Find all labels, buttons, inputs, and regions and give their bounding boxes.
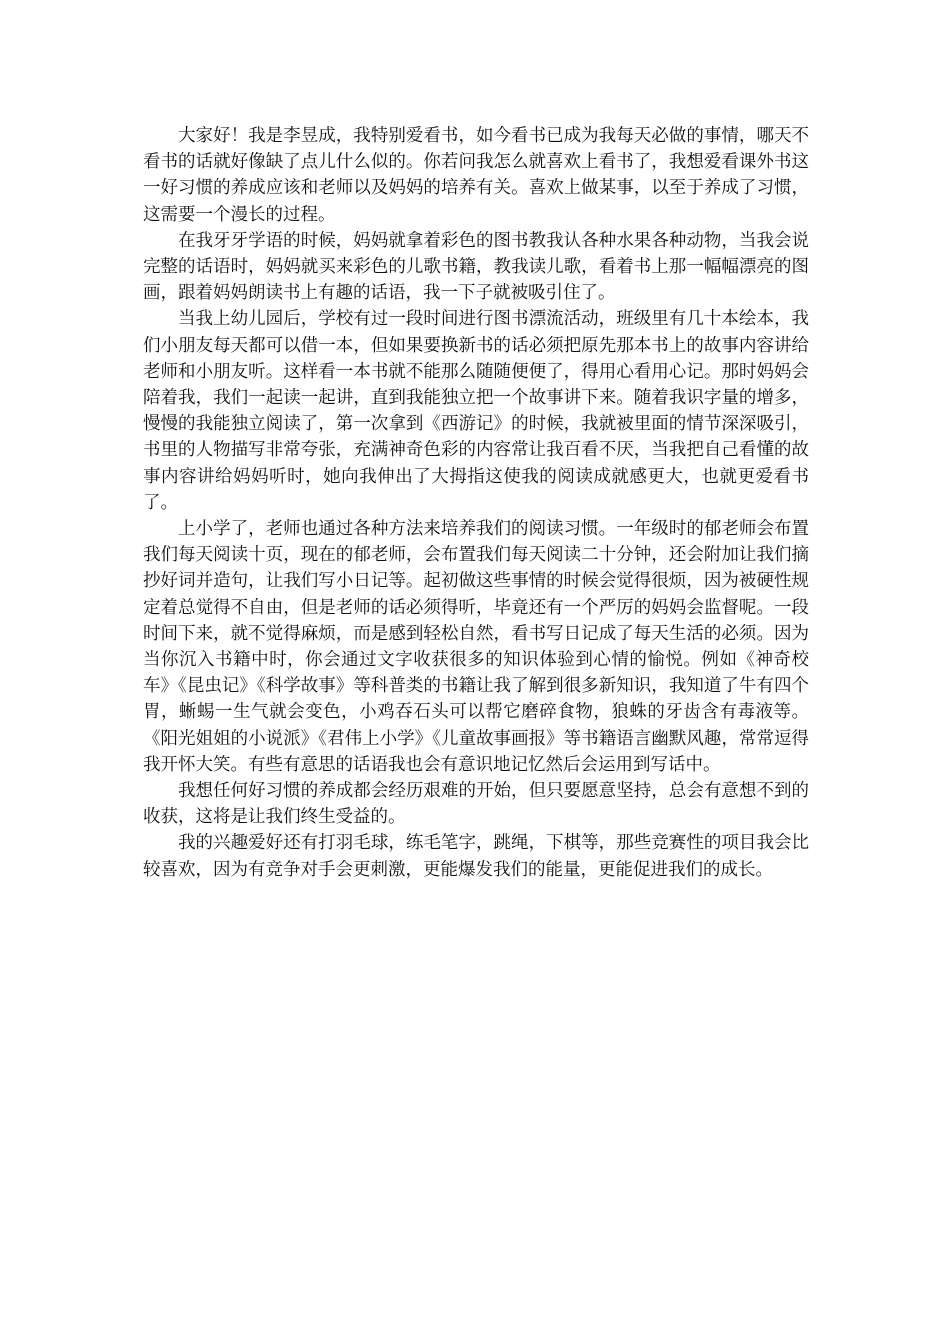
document-body bbox=[143, 123, 809, 883]
paragraph-2: 在我牙牙学语的时候，妈妈就拿着彩色的图书教我认各种水果各种动物，当我会说完整的话语时，妈妈就买来彩色的儿歌书籍，教我读儿歌，看着书上那一幅幅漂亮的图画，跟着妈妈朗读书上有趣的话语，我一下子就被吸引住了。 bbox=[143, 230, 809, 304]
paragraph-5: 我想任何好习惯的养成都会经历艰难的开始，但只要愿意坚持，总会有意想不到的收获，这将是让我们终生受益的。 bbox=[143, 781, 809, 828]
paragraph-3: 当我上幼儿园后，学校有过一段时间进行图书漂流活动，班级里有几十本绘本，我们小朋友每天都可以借一本，但如果要换新书的话必须把原先那本书上的故事内容讲给老师和小朋友听。这样看一本书就不能那么随随便便了，得用心看用心记。那时妈妈会陪着我，我们一起读一起讲，直到我能独立把一个故事讲下来。随着我识字量的增多，慢慢的我能独立阅读了，第一次拿到《西游记》的时候，我就被里面的情节深深吸引，书里的人物描写非常夸张，充满神奇色彩的内容常让我百看不厌，当我把自己看懂的故事内容讲给妈妈听时，她向我伸出了大拇指这使我的阅读成就感更大，也就更爱看书了。 bbox=[143, 309, 809, 513]
paragraph-6: 我的兴趣爱好还有打羽毛球，练毛笔字，跳绳，下棋等，那些竞赛性的项目我会比较喜欢，因为有竞争对手会更刺激，更能爆发我们的能量，更能促进我们的成长。 bbox=[143, 833, 809, 880]
paragraph-1: 大家好！我是李昱成，我特别爱看书，如今看书已成为我每天必做的事情，哪天不看书的话就好像缺了点儿什么似的。你若问我怎么就喜欢上看书了，我想爱看课外书这一好习惯的养成应该和老师以及妈妈的培养有关。喜欢上做某事，以至于养成了习惯，这需要一个漫长的过程。 bbox=[143, 126, 809, 225]
paragraph-4: 上小学了，老师也通过各种方法来培养我们的阅读习惯。一年级时的郁老师会布置我们每天阅读十页，现在的郁老师，会布置我们每天阅读二十分钟，还会附加让我们摘抄好词并造句，让我们写小日记等。起初做这些事情的时候会觉得很烦，因为被硬性规定着总觉得不自由，但是老师的话必须得听，毕竟还有一个严厉的妈妈会监督呢。一段时间下来，就不觉得麻烦，而是感到轻松自然，看书写日记成了每天生活的必须。因为当你沉入书籍中时，你会通过文字收获很多的知识体验到心情的愉悦。例如《神奇校车》《昆虫记》《科学故事》等科普类的书籍让我了解到很多新知识，我知道了牛有四个胃，蜥蜴一生气就会变色，小鸡吞石头可以帮它磨碎食物，狼蛛的牙齿含有毒液等。《阳光姐姐的小说派》《君伟上小学》《儿童故事画报》等书籍语言幽默风趣，常常逗得我开怀大笑。有些有意思的话语我也会有意识地记忆然后会运用到写话中。 bbox=[143, 519, 809, 775]
